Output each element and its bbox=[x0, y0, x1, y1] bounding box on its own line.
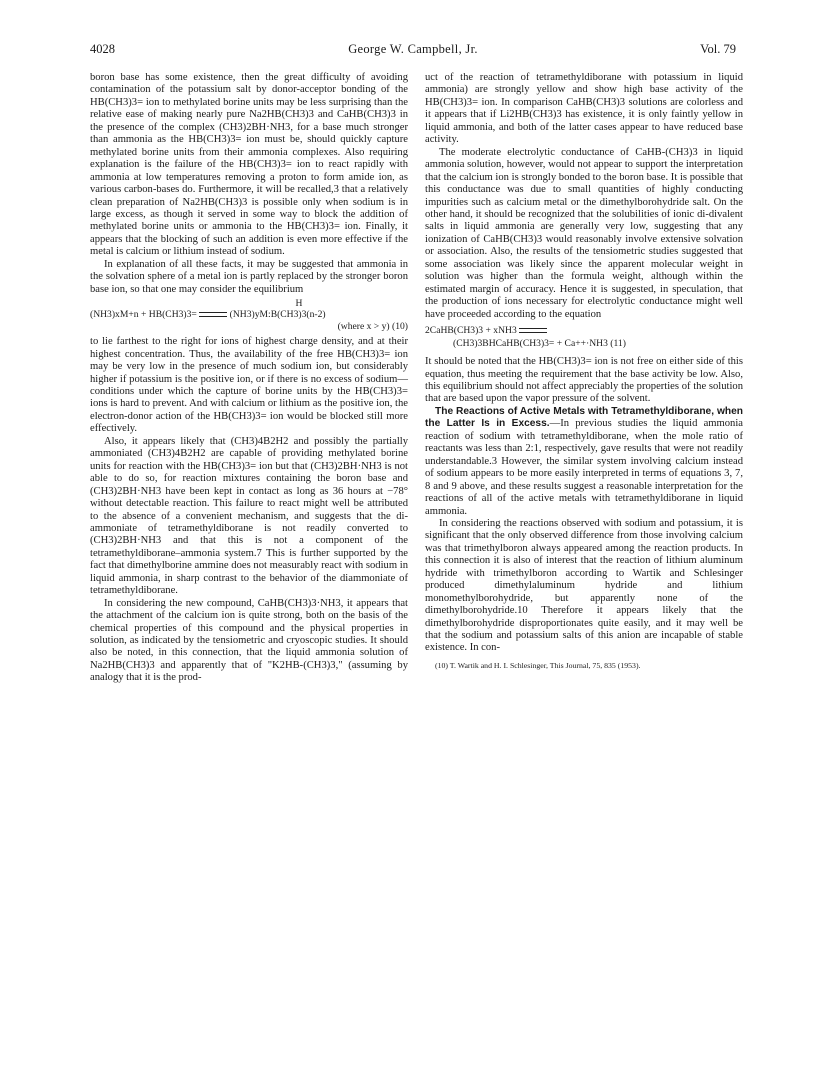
section-heading: The Reactions of Active Metals with Tetramethyldiborane, when the Latter Is in Excess. bbox=[425, 405, 743, 430]
equation-rhs: (CH3)3BHCaHB(CH3)3= + Ca++·NH3 (11) bbox=[453, 337, 626, 349]
right-column bbox=[425, 72, 743, 671]
paragraph: boron base has some existence, then the great difficulty of avoiding contamination of the potassium salt by donor-acceptor bonding of the HB(CH3)3= ion to methylated borine units may be less surprising than the relative ease of making nearly pure Na2HB(CH3)3 and CaHB(CH3)3 in the presence of the complex (CH3)2BH·NH3, for a base much stronger than ammonia as the HB(CH3)3= ion must be, should quickly capture methylated borine units from their ammonia complexes. Also requiring explanation is the failure of the HB(CH3)3= ion to react rapidly with ammonia at low temperatures removing a proton to form amide ion, as various carbon-bases do. Furthermore, it will be recalled,3 that a relatively clean preparation of Na2HB(CH3)3 is possible only when sodium is in large excess, as though it served in some way to block the addition of methylated borine units or ammonia to the HB(CH3)3= ion. Finally, it appears that the blocking of such an addition is even more effective if the metal is calcium or lithium instead of sodium. bbox=[90, 72, 408, 258]
equilibrium-arrows-icon bbox=[519, 327, 547, 335]
left-column bbox=[90, 72, 408, 685]
section-text: —In previous studies the liquid ammonia reaction of sodium with tetramethyldiborane, when the mole ratio of reactants was less than 2:1, respectively, gave results that were not readily understandable.3 However, the similar system involving calcium instead of sodium appears to be more easily interpreted in terms of equations 3, 7, 8 and 9 above, and these results suggest a reasonable interpretation for the reactions of all of the active metals with tetramethyldiborane in liquid ammonia. bbox=[425, 418, 743, 517]
paragraph: Also, it appears likely that (CH3)4B2H2 and possibly the partially ammoniated (CH3)4B2H2 are capable of providing methylated borine units for reaction with the HB(CH3)3= ion but that (CH3)2BH·NH3 is not able to do so, for reaction mixtures containing the boron base and (CH3)2BH·NH3 have been kept in contact as long as 36 hours at −78° without detectable reaction. This failure to react might well be attributed to the absence of a convenient mechanism, and suggests that the di-ammoniate of tetramethyldiborane is not readily converted to (CH3)2BH·NH3 and that this is not a component of the tetramethyldiborane–ammonia system.7 This is further supported by the fact that dimethylborine ammine does not measurably react with sodium in liquid ammonia, in sharp contrast to the behavior of the diammoniate of tetramethyldiborane. bbox=[90, 435, 408, 597]
equation-superscript-h: H bbox=[295, 298, 303, 310]
footnote: (10) T. Wartik and H. I. Schlesinger, This Journal, 75, 835 (1953). bbox=[435, 660, 641, 670]
paragraph: uct of the reaction of tetramethyldiborane with potassium in liquid ammonia) are strongly yellow and show high base activity of the HB(CH3)3= ion. In comparison CaHB(CH3)3 solutions are colorless and it appears that if Li2HB(CH3)3 has existence, it is only faintly yellow in liquid ammonia, and both of the latter cases appear to have reduced base activity. bbox=[425, 72, 743, 146]
author-name: George W. Campbell, Jr. bbox=[348, 42, 478, 56]
equation-note: (where x > y) (10) bbox=[337, 321, 408, 333]
page-number: 4028 bbox=[90, 42, 115, 56]
equation-lhs: (NH3)xM+n + HB(CH3)3= bbox=[90, 309, 197, 321]
equation-rhs: (NH3)yM:B(CH3)3(n-2) bbox=[229, 309, 326, 321]
paragraph: The moderate electrolytic conductance of CaHB-(CH3)3 in liquid ammonia solution, however, would not appear to support the interpretation that the calcium ion is strongly bonded to the boron base. It is possible that this conductance was due to small quantities of highly conducting impurities such as calcium metal or the dimethylborohydride salt. On the other hand, it should be recognized that the solubilities of ionic di-divalent salts in liquid ammonia are generally very low, suggesting that any ionization of CaHB(CH3)3 would reasonably involve extensive solvation or association. Also, the results of the tensiometric studies suggested that some association was likely since the apparent molecular weight in solution was higher than the formula weight, although within the estimated margin of accuracy. Hence it is suggested, in speculation, that the production of ions necessary for electrolytic conductance might well have proceeded according to the equation bbox=[425, 146, 743, 320]
equation-lhs: 2CaHB(CH3)3 + xNH3 bbox=[425, 325, 517, 337]
section-paragraph bbox=[425, 406, 743, 518]
equation-11 bbox=[425, 325, 743, 350]
running-header bbox=[90, 42, 736, 58]
volume-number: Vol. 79 bbox=[700, 42, 736, 56]
paragraph: It should be noted that the HB(CH3)3= ion is not free on either side of this equation, thus meeting the requirement that the base activity be low. Also, this equilibrium should not affect appreciably the properties of the solution that are based upon the vapor pressure of the solvent. bbox=[425, 356, 743, 405]
paragraph: to lie farthest to the right for ions of highest charge density, and at their highest concentration. Thus, the availability of the free HB(CH3)3= ion may be very low in the presence of much sodium ion, but considerably higher if potassium is the positive ion, or if there is no excess of sodium—conditions under which the capture of borine units by the HB(CH3)3= ions is hard to prevent. And with calcium or lithium as the positive ion, the electron-donor action of the HB(CH3)3= ion would be blocked still more effectively. bbox=[90, 336, 408, 435]
equilibrium-arrows-icon bbox=[199, 311, 227, 319]
paragraph: In considering the new compound, CaHB(CH3)3·NH3, it appears that the attachment of the calcium ion is quite strong, both on the basis of the chemical properties of this compound and the physical properties in solution, as indicated by the tensiometric and cryoscopic studies. It should also be noted, in this connection, that the liquid ammonia solution of Na2HB(CH3)3 and apparently that of "K2HB-(CH3)3," (assuming by analogy that it is the prod- bbox=[90, 597, 408, 684]
equation-10 bbox=[90, 298, 408, 333]
paragraph: In explanation of all these facts, it may be suggested that ammonia in the solvation sphere of a metal ion is partly replaced by the stronger boron base ion, so that one may consider the equilibrium bbox=[90, 258, 408, 295]
paragraph: In considering the reactions observed with sodium and potassium, it is significant that the only observed difference from those involving calcium was that trimethylboron always appeared among the reaction products. In this connection it is also of interest that the reaction of lithium aluminum hydride with trimethylboron according to Wartik and Schlesinger produced dimethylaluminum hydride and lithium monomethylborohydride, but apparently none of the dimethylborohydride.10 Therefore it appears likely that the dimethylborohydride disproportionates quite easily, and it may well be that the sodium and potassium salts of this anion are incapable of stable existence. In con- bbox=[425, 517, 743, 654]
